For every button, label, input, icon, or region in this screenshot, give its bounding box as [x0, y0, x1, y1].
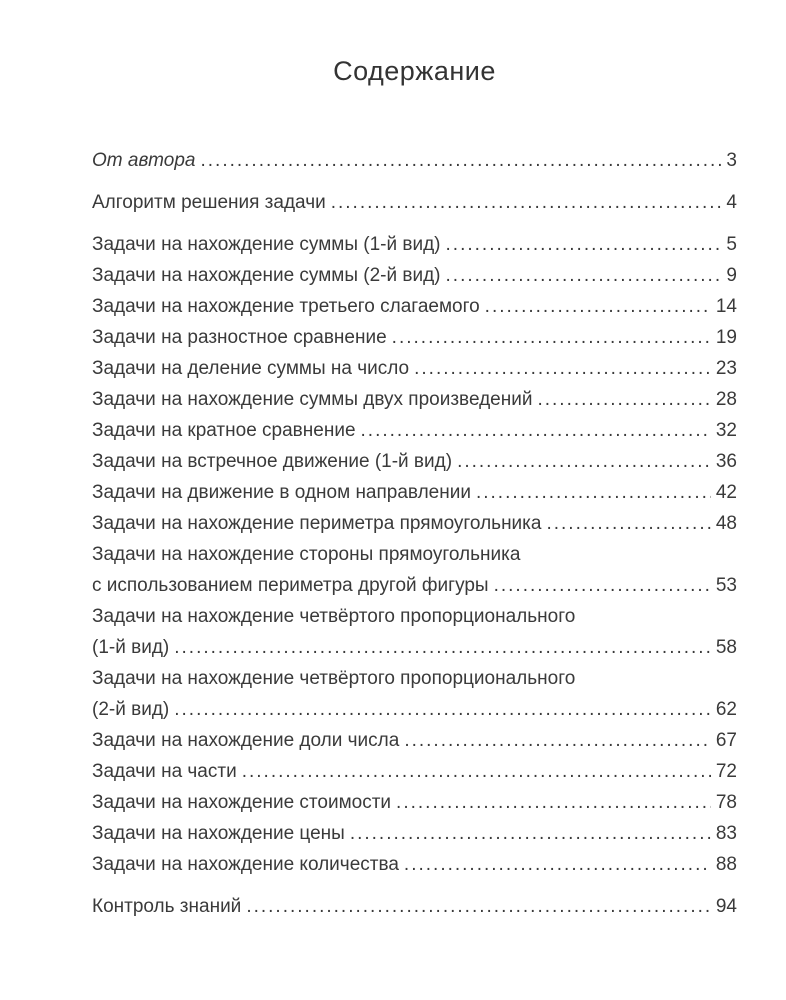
toc-entry-title: (1-й вид): [92, 637, 170, 658]
toc-entry-title: Задачи на нахождение цены: [92, 823, 345, 844]
toc-entry-title: Задачи на движение в одном направлении: [92, 482, 471, 503]
toc-entry-title: Задачи на нахождение стоимости: [92, 792, 392, 813]
dot-leader: [494, 570, 711, 601]
toc-entry-line: [92, 384, 737, 415]
toc-entry-title: Задачи на нахождение суммы (2-й вид): [92, 265, 441, 286]
toc-list: [92, 145, 737, 922]
toc-entry-line: [92, 539, 737, 570]
toc-entry: [92, 756, 737, 787]
toc-entry: [92, 446, 737, 477]
toc-page-number: 78: [715, 792, 737, 813]
toc-entry-line: [92, 891, 737, 922]
toc-entry-title: (2-й вид): [92, 699, 170, 720]
toc-entry-title: Задачи на нахождение четвёртого пропорционального: [92, 606, 576, 627]
toc-entry-line: [92, 291, 737, 322]
toc-entry: [92, 849, 737, 880]
toc-page-number: 94: [715, 896, 737, 917]
toc-entry-line: [92, 322, 737, 353]
toc-entry-title: Задачи на встречное движение (1-й вид): [92, 451, 453, 472]
dot-leader: [457, 446, 711, 477]
dot-leader: [396, 787, 711, 818]
toc-entry-line: [92, 187, 737, 218]
dot-leader: [392, 322, 711, 353]
toc-entry-line: [92, 446, 737, 477]
dot-leader: [476, 477, 711, 508]
toc-page-number: 4: [726, 192, 737, 213]
dot-leader: [414, 353, 711, 384]
dot-leader: [350, 818, 711, 849]
toc-entry-title: Задачи на части: [92, 761, 237, 782]
toc-entry-line: [92, 632, 737, 663]
dot-leader: [200, 145, 721, 176]
toc-entry-line: [92, 353, 737, 384]
toc-entry-title: Задачи на нахождение стороны прямоугольника: [92, 544, 521, 565]
toc-entry-title: Задачи на нахождение периметра прямоугольника: [92, 513, 542, 534]
toc-entry-title: Задачи на деление суммы на число: [92, 358, 410, 379]
toc-page-number: 36: [715, 451, 737, 472]
toc-page-number: 19: [715, 327, 737, 348]
toc-entry-line: [92, 145, 737, 176]
dot-leader: [331, 187, 722, 218]
toc-entry: [92, 818, 737, 849]
toc-entry: [92, 229, 737, 260]
dot-leader: [537, 384, 710, 415]
toc-entry: [92, 384, 737, 415]
toc-entry-line: [92, 508, 737, 539]
dot-leader: [446, 260, 722, 291]
toc-entry: [92, 260, 737, 291]
toc-page-number: 88: [715, 854, 737, 875]
toc-entry-line: [92, 570, 737, 601]
toc-entry: [92, 539, 737, 601]
toc-entry: [92, 145, 737, 176]
toc-entry-line: [92, 601, 737, 632]
toc-entry-line: [92, 415, 737, 446]
toc-entry-title: с использованием периметра другой фигуры: [92, 575, 489, 596]
toc-entry-line: [92, 663, 737, 694]
page-title: Содержание: [333, 56, 496, 86]
toc-entry: [92, 787, 737, 818]
dot-leader: [446, 229, 722, 260]
toc-page-number: 9: [726, 265, 737, 286]
dot-leader: [404, 849, 711, 880]
toc-entry-line: [92, 818, 737, 849]
toc-entry: [92, 508, 737, 539]
dot-leader: [404, 725, 711, 756]
toc-entry-title: Алгоритм решения задачи: [92, 192, 326, 213]
toc-page-number: 72: [715, 761, 737, 782]
toc-page-number: 62: [715, 699, 737, 720]
toc-entry-line: [92, 787, 737, 818]
toc-entry: [92, 601, 737, 663]
dot-leader: [246, 891, 711, 922]
toc-page-number: 83: [715, 823, 737, 844]
dot-leader: [546, 508, 710, 539]
toc-entry-line: [92, 849, 737, 880]
toc-entry-title: Задачи на нахождение суммы (1-й вид): [92, 234, 441, 255]
toc-entry: [92, 663, 737, 725]
toc-entry: [92, 353, 737, 384]
toc-entry-title: Контроль знаний: [92, 896, 242, 917]
toc-entry-line: [92, 694, 737, 725]
toc-entry-title: От автора: [92, 150, 196, 171]
toc-entry: [92, 725, 737, 756]
toc-page-number: 48: [715, 513, 737, 534]
toc-entry-title: Задачи на нахождение доли числа: [92, 730, 400, 751]
dot-leader: [361, 415, 711, 446]
toc-entry-line: [92, 260, 737, 291]
dot-leader: [174, 694, 711, 725]
toc-page-number: 53: [715, 575, 737, 596]
toc-entry-line: [92, 756, 737, 787]
toc-entry-line: [92, 725, 737, 756]
toc-entry: [92, 891, 737, 922]
toc-entry-line: [92, 477, 737, 508]
dot-leader: [242, 756, 711, 787]
toc-page-number: 23: [715, 358, 737, 379]
toc-page-number: 28: [715, 389, 737, 410]
toc-entry: [92, 415, 737, 446]
toc-entry-title: Задачи на кратное сравнение: [92, 420, 356, 441]
toc-entry-title: Задачи на нахождение третьего слагаемого: [92, 296, 480, 317]
toc-entry-title: Задачи на нахождение четвёртого пропорционального: [92, 668, 576, 689]
toc-page-number: 5: [726, 234, 737, 255]
toc-entry: [92, 477, 737, 508]
toc-page-number: 3: [726, 150, 737, 171]
toc-entry: [92, 322, 737, 353]
dot-leader: [174, 632, 711, 663]
toc-entry-line: [92, 229, 737, 260]
toc-page-number: 42: [715, 482, 737, 503]
toc-page-number: 14: [715, 296, 737, 317]
toc-page-number: 32: [715, 420, 737, 441]
toc-entry: [92, 291, 737, 322]
toc-entry-title: Задачи на нахождение суммы двух произведений: [92, 389, 533, 410]
toc-entry: [92, 187, 737, 218]
dot-leader: [485, 291, 711, 322]
toc-entry-title: Задачи на нахождение количества: [92, 854, 399, 875]
toc-entry-title: Задачи на разностное сравнение: [92, 327, 387, 348]
toc-page-number: 58: [715, 637, 737, 658]
toc-page-number: 67: [715, 730, 737, 751]
